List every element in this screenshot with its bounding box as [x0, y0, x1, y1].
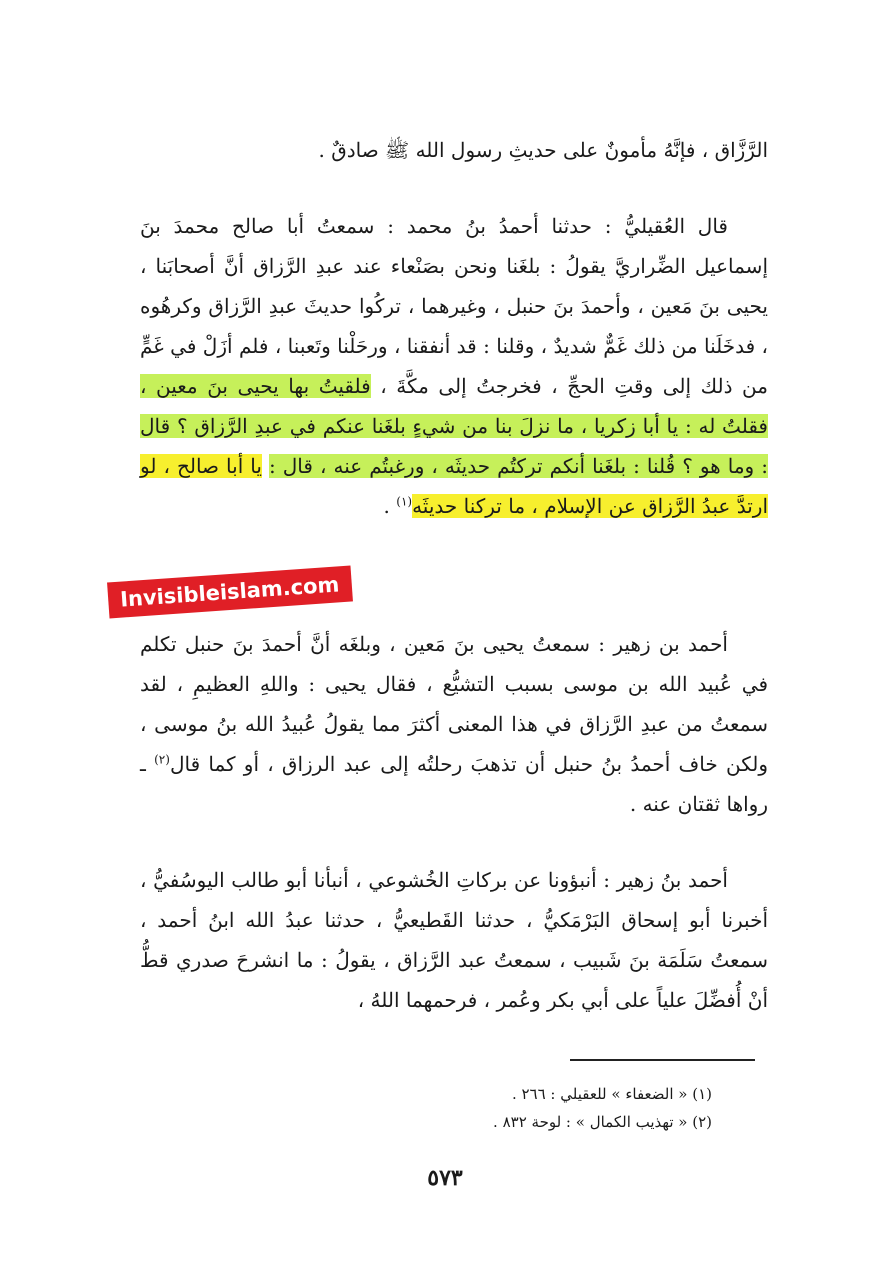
footnote-ref-1: (١)	[396, 494, 413, 509]
paragraph-text: الرَّزَّاق ، فإنَّهُ مأمونٌ على حديثِ رسول الله ﷺ صادقٌ .	[318, 138, 768, 162]
footnote-divider	[570, 1059, 755, 1061]
footnote-2: (٢) « تهذيب الكمال » : لوحة ٨٣٢ .	[493, 1113, 712, 1131]
watermark-logo: Invisibleislam.com	[107, 566, 352, 619]
paragraph-text: أحمد بن زهير : سمعتُ يحيى بنَ مَعين ، وبلغَه أنَّ أحمدَ بنَ حنبل تكلم في عُبيد الله بن موسى بسبب التشيُّع ، فقال يحيى : واللهِ العظيمِ ، لقد سمعتُ من عبدِ الرَّزاق في هذا المعنى أكثرَ مما يقولُ عُبيدُ الله بنُ موسى ، ولكن خاف أحمدُ بنُ حنبل أن تذهبَ رحلتُه إلى عبد الرزاق ، أو كما قال	[140, 632, 769, 776]
highlight-yellow: يا أبا صالح ، لو ارتدَّ عبدُ الرَّزاق عن الإسلام ، ما تركنا حديثَه	[140, 454, 768, 518]
paragraph-end: .	[383, 494, 397, 518]
paragraph-text: قال العُقيليُّ : حدثنا أحمدُ بنُ محمد : سمعتُ أبا صالح محمدَ بنَ إسماعيل الضِّراريَّ يقولُ : بلغَنا ونحن بصَنْعاء عند عبدِ الرَّزاق أنَّ أصحابَنا ، يحيى بنَ مَعين ، وأحمدَ بنَ حنبل ، وغيرهما ، تركُوا حديثَ عبدِ الرَّزاق وكرهُوه ، فدخَلَنا من ذلك غَمٌّ شديدٌ ، وقلنا : قد أنفقنا ، ورحَلْنا وتَعبنا ، فلم أزَلْ في غَمٍّ من ذلك إلى وقتِ الحجِّ ، فخرجتُ إلى مكَّةَ ،	[140, 214, 768, 398]
footnote-1: (١) « الضعفاء » للعقيلي : ٢٦٦ .	[511, 1085, 712, 1103]
paragraph-text: أحمد بنُ زهير : أنبؤونا عن بركاتِ الخُشوعي ، أنبأنا أبو طالب اليوسُفيُّ ، أخبرنا أبو إسحاق البَرْمَكيُّ ، حدثنا القَطيعيُّ ، حدثنا عبدُ الله ابنُ أحمد ، سمعتُ سَلَمَة بنَ شَبيب ، سمعتُ عبد الرَّزاق ، يقولُ : ما انشرحَ صدري قطُّ أنْ أُفضِّلَ علياً على أبي بكر وعُمر ، فرحمهما اللهُ ،	[140, 868, 768, 1012]
footnotes	[300, 1080, 712, 1136]
page-number: ٥٧٣	[427, 1165, 463, 1191]
paragraph-end: ـ رواها ثقتان عنه .	[140, 752, 768, 816]
paragraph-continuation	[140, 130, 768, 170]
footnote-ref-2: (٢)	[154, 752, 170, 767]
highlight-green: فلقيتُ بها يحيى بنَ معين ، فقلتُ له : يا أبا زكريا ، ما نزلَ بنا من شيءٍ بلغَنا عنكم في عبدِ الرَّزاق ؟ قال : وما هو ؟ قُلنا : بلغَنا أنكم تركتُم حديثَه ، ورغبتُم عنه ، قال :	[140, 374, 768, 478]
paragraph-ibn-zuhayr-1	[140, 624, 768, 824]
paragraph-aqili	[140, 206, 768, 526]
paragraph-ibn-zuhayr-2	[140, 860, 768, 1020]
